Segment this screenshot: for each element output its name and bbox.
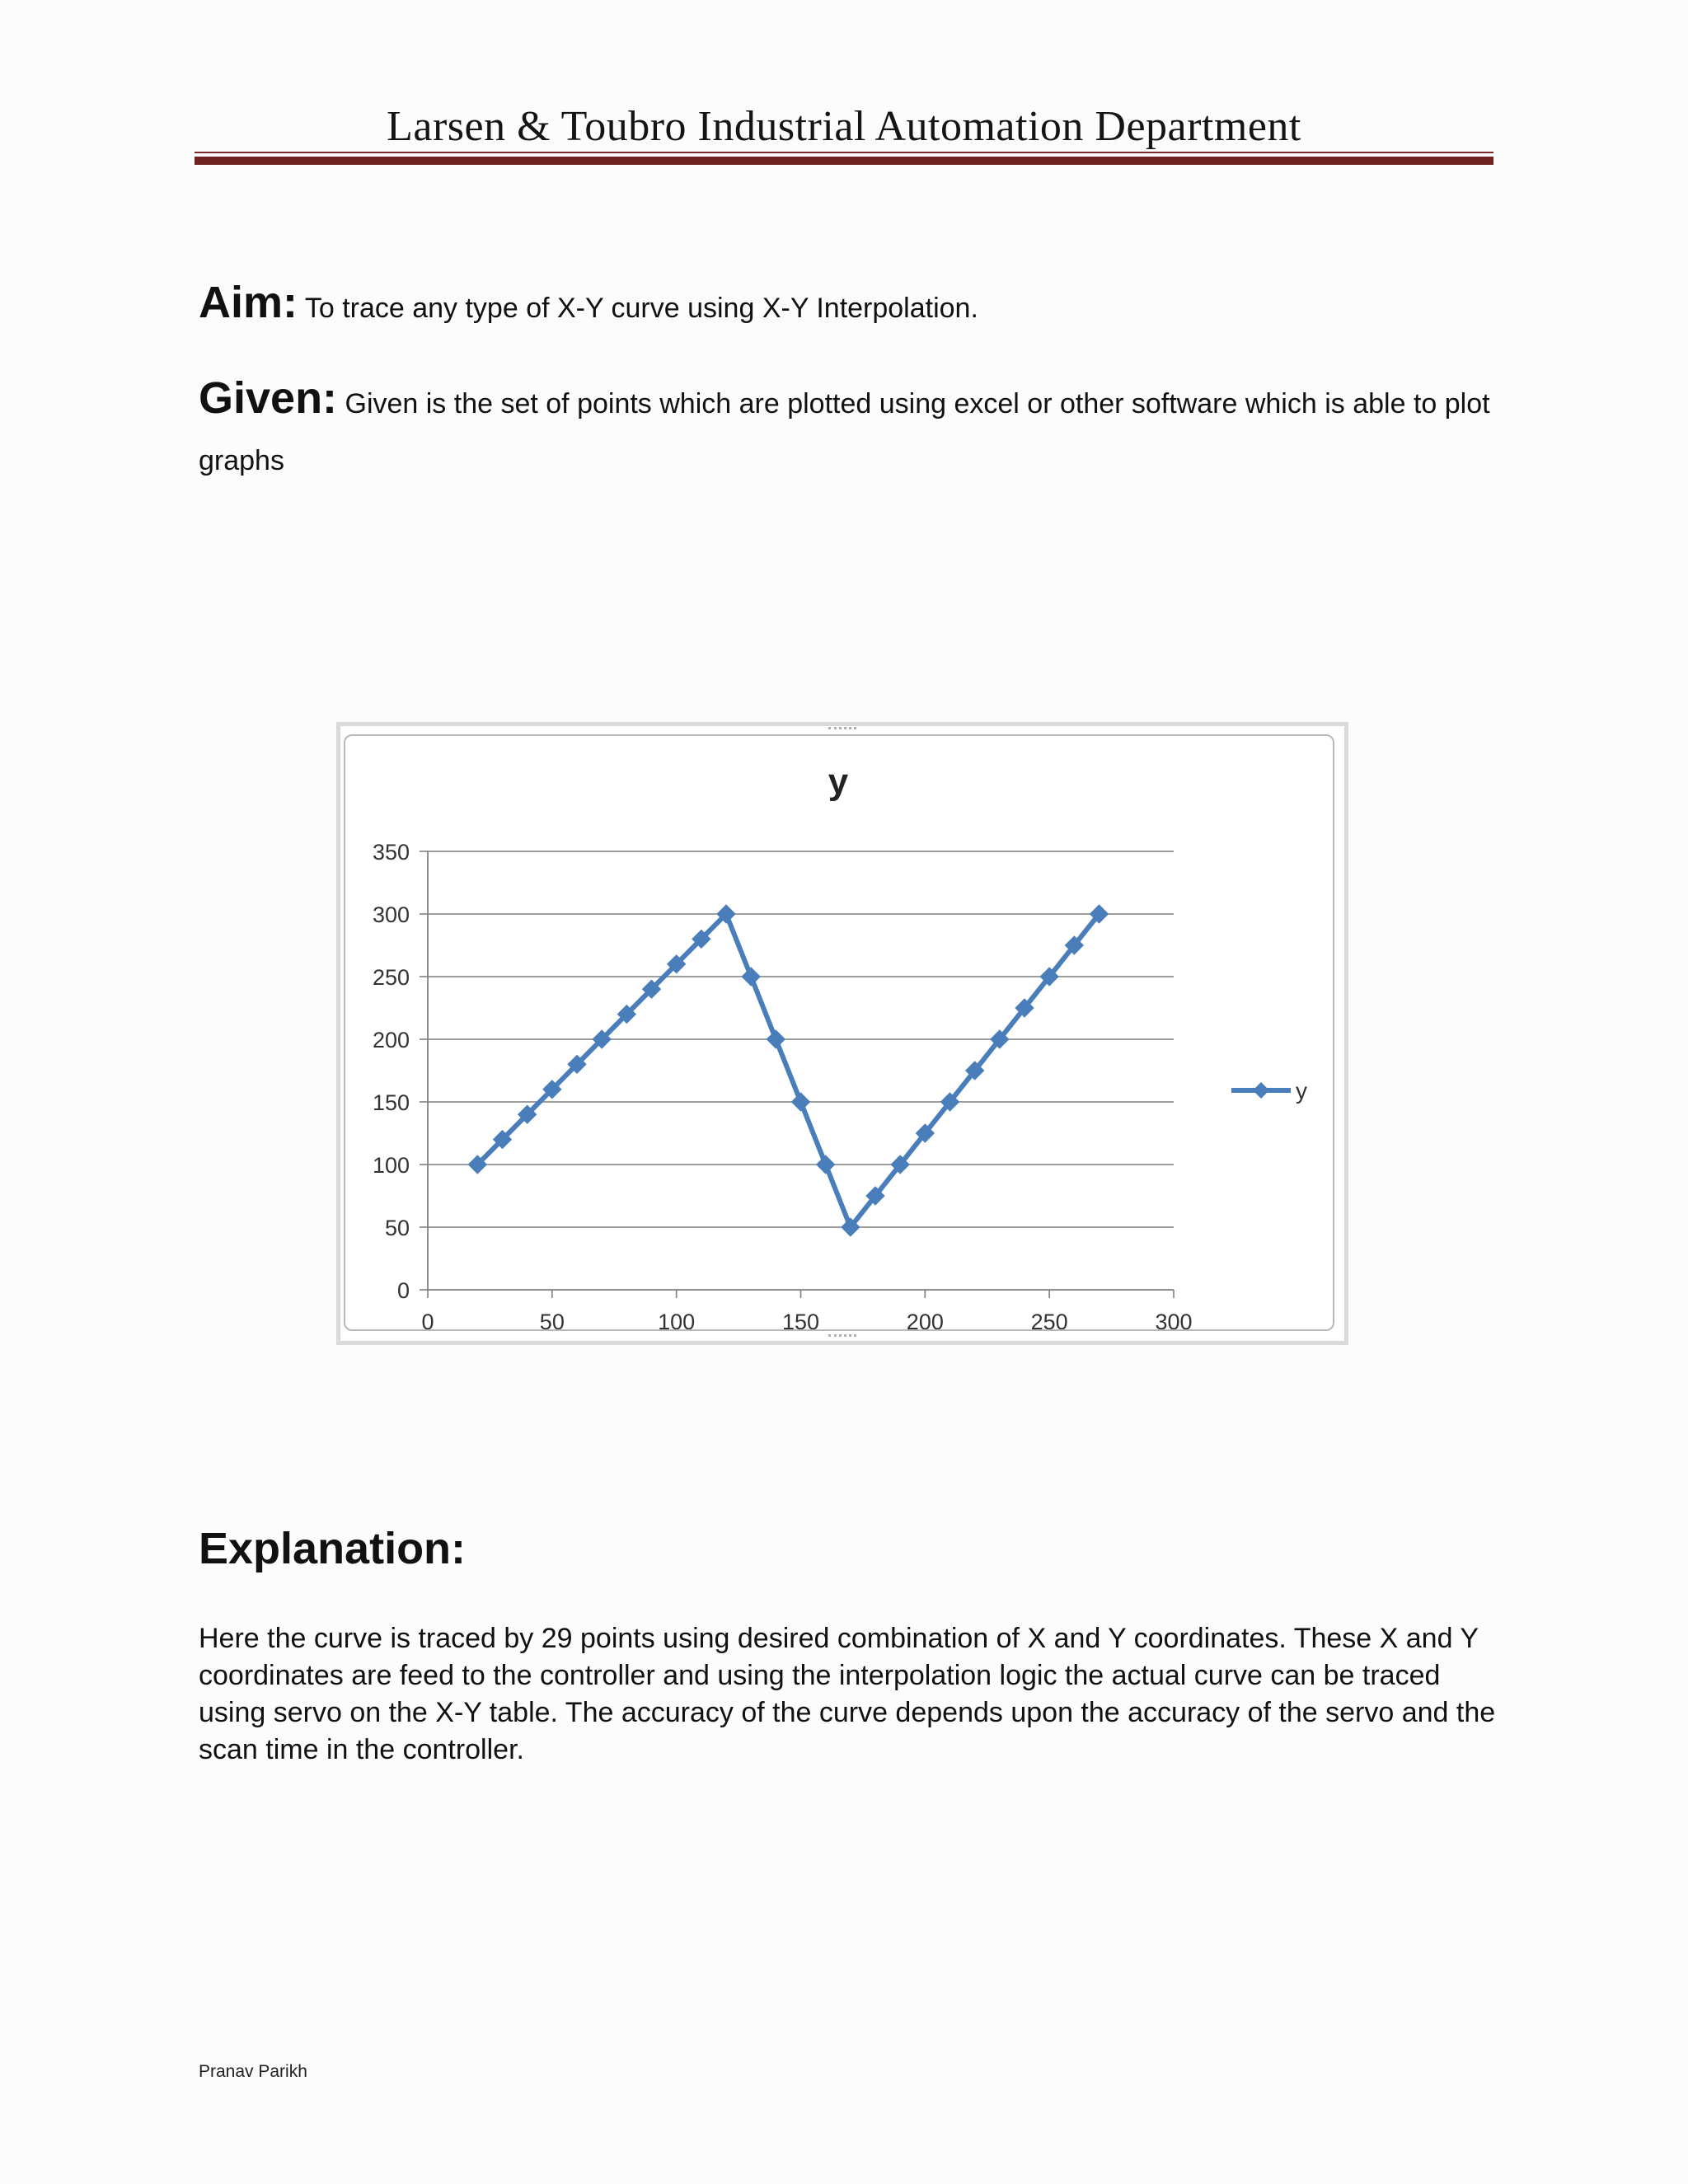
chart-resize-handle-top: [828, 727, 856, 733]
y-tick-label: 50: [384, 1216, 410, 1240]
y-tick-label: 300: [372, 902, 410, 927]
legend-marker-swatch: [1253, 1082, 1269, 1099]
y-tick-label: 0: [396, 1278, 410, 1303]
explanation-heading: Explanation:: [199, 1524, 467, 1573]
x-tick-label: 100: [658, 1310, 696, 1329]
data-point: [742, 968, 760, 986]
x-tick-label: 250: [1030, 1310, 1068, 1329]
aim-text: To trace any type of X-Y curve using X-Y Interpolation.: [298, 293, 978, 324]
header-rule-thin: [195, 152, 1493, 153]
legend-label: y: [1296, 1078, 1307, 1104]
data-point: [817, 1155, 835, 1174]
series-line-y: [477, 914, 1099, 1227]
y-tick-label: 150: [372, 1090, 410, 1115]
x-tick-label: 50: [539, 1310, 565, 1329]
legend: [1231, 1078, 1307, 1104]
axes: [373, 840, 1193, 1329]
x-tick-label: 0: [421, 1310, 434, 1329]
x-tick-label: 300: [1155, 1310, 1193, 1329]
chart-title: y: [828, 762, 849, 802]
y-tick-label: 350: [372, 840, 410, 865]
chart-area: [344, 734, 1334, 1331]
y-tick-label: 200: [372, 1028, 410, 1052]
footer-author: Pranav Parikh: [199, 2062, 307, 2081]
header-rule-thick: [195, 157, 1493, 165]
y-tick-label: 250: [372, 965, 410, 990]
chart-resize-handle-bottom: [828, 1334, 856, 1340]
given-paragraph: [199, 373, 1493, 492]
aim-paragraph: [199, 274, 1493, 343]
series-y: [468, 905, 1108, 1236]
data-point: [792, 1093, 810, 1111]
xy-line-chart: [345, 736, 1326, 1329]
given-label: Given:: [199, 373, 338, 423]
data-point: [767, 1030, 785, 1048]
grid-lines: [428, 851, 1174, 1227]
aim-label: Aim:: [199, 278, 298, 327]
page-header-title: Larsen & Toubro Industrial Automation Department: [387, 103, 1301, 150]
given-text: Given is the set of points which are plotted using excel or other software which is able to plot graphs: [199, 388, 1490, 476]
explanation-body: Here the curve is traced by 29 points using desired combination of X and Y coordinates. These X and Y coordinates are feed to the controller and using the interpolation logic the actual curve can be traced using servo on the X-Y table. The accuracy of the curve depends upon the accuracy of the servo and the scan time in the controller.: [199, 1623, 1496, 1765]
x-tick-label: 150: [781, 1310, 820, 1329]
x-tick-label: 200: [906, 1310, 944, 1329]
chart-frame: [336, 722, 1348, 1345]
y-tick-label: 100: [372, 1153, 410, 1178]
